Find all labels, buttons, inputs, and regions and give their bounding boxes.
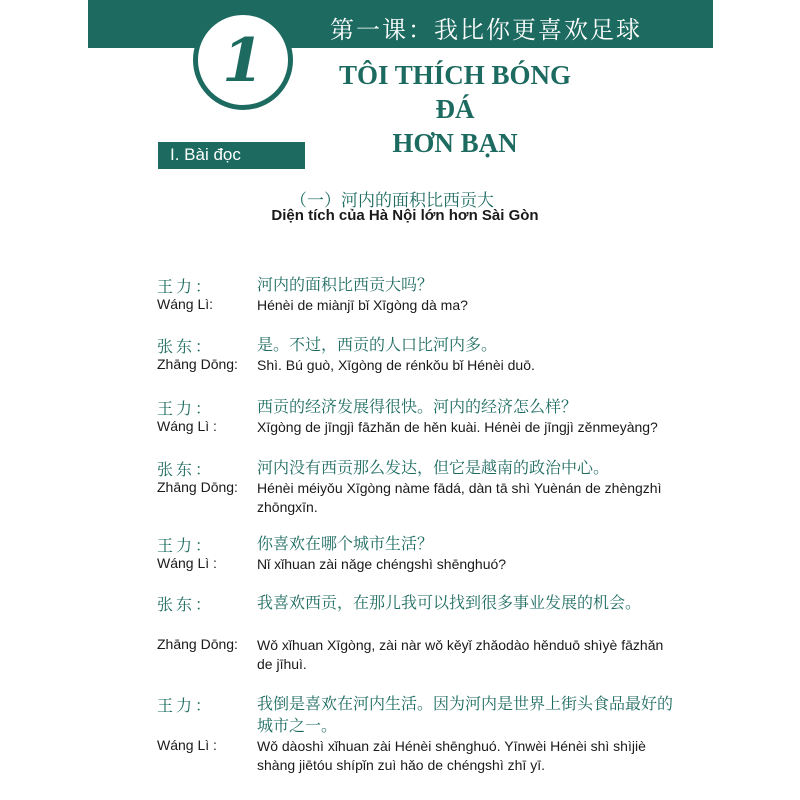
speaker-cn: 王力：: [157, 696, 215, 715]
speaker-cn: 王力：: [157, 399, 215, 418]
reading-title-vi: Diện tích của Hà Nội lớn hơn Sài Gòn: [271, 207, 539, 224]
speaker-cn: 张东：: [157, 337, 215, 356]
line-pinyin: Xīgòng de jīngjì fāzhǎn de hěn kuài. Hénèi de jīngjì zěnmeyàng?: [257, 419, 658, 435]
speaker-pinyin: Zhāng Dōng:: [157, 636, 238, 652]
line-pinyin: Wǒ dàoshì xǐhuan zài Hénèi shēnghuó. Yīnwèi Hénèi shì shìjiè shàng jiētóu shípǐn zuì hǎo de chéngshì zhī yī.: [257, 738, 646, 773]
line-cn: 西贡的经济发展得很快。河内的经济怎么样？: [257, 397, 578, 416]
line-cn: 我倒是喜欢在河内生活。因为河内是世界上街头食品最好的城市之一。: [257, 694, 674, 735]
lesson-number: 1: [222, 26, 264, 96]
dialogue-turn: [157, 693, 677, 775]
speaker-pinyin: Wáng Lì:: [157, 296, 214, 312]
line-cn: 河内的面积比西贡大吗？: [257, 275, 434, 294]
section-label: I. Bài đọc: [170, 145, 241, 164]
speaker-pinyin: Zhāng Dōng:: [157, 356, 238, 372]
section-header: [158, 142, 305, 169]
speaker-pinyin: Wáng Lì :: [157, 418, 217, 434]
line-pinyin: Hénèi de miànjī bǐ Xīgòng dà ma?: [257, 297, 468, 313]
line-pinyin: Hénèi méiyǒu Xīgòng nàme fādá, dàn tā shì Yuènán de zhèngzhì zhōngxīn.: [257, 480, 662, 515]
line-cn: 你喜欢在哪个城市生活？: [257, 534, 434, 553]
lesson-title-cn: 第一课：我比你更喜欢足球: [330, 16, 642, 44]
lesson-title-vi: [330, 58, 580, 160]
line-cn: 河内没有西贡那么发达，但它是越南的政治中心。: [257, 458, 610, 477]
lesson-number-badge: [193, 10, 293, 110]
line-pinyin: Nǐ xǐhuan zài nǎge chéngshì shēnghuó?: [257, 556, 507, 572]
line-pinyin: Wǒ xǐhuan Xīgòng, zài nàr wǒ kěyǐ zhǎodào hěnduō shìyè fāzhǎn de jīhuì.: [257, 637, 664, 672]
line-cn: 是。不过，西贡的人口比河内多。: [257, 335, 498, 354]
dialogue-turn: [157, 457, 677, 517]
dialogue-turn: [157, 274, 677, 315]
speaker-pinyin: Wáng Lì :: [157, 555, 217, 571]
dialogue-turn: [157, 592, 677, 674]
speaker-pinyin: Zhāng Dōng:: [157, 479, 238, 495]
speaker-pinyin: Wáng Lì :: [157, 737, 217, 753]
speaker-cn: 张东：: [157, 460, 215, 479]
speaker-cn: 王力：: [157, 536, 215, 555]
lesson-title-vi-line1: TÔI THÍCH BÓNG ĐÁ: [338, 60, 572, 124]
dialogue-turn: [157, 396, 677, 437]
dialogue-turn: [157, 334, 677, 375]
dialogue-turn: [157, 533, 677, 574]
lesson-title-vi-line2: HƠN BẠN: [392, 128, 518, 158]
speaker-cn: 王力：: [157, 277, 215, 296]
line-cn: 我喜欢西贡，在那儿我可以找到很多事业发展的机会。: [257, 593, 642, 612]
speaker-cn: 张东：: [157, 595, 215, 614]
line-pinyin: Shì. Bú guò, Xīgòng de rénkǒu bǐ Hénèi duō.: [257, 357, 535, 373]
reading-title-cn: （一）河内的面积比西贡大: [290, 191, 494, 211]
